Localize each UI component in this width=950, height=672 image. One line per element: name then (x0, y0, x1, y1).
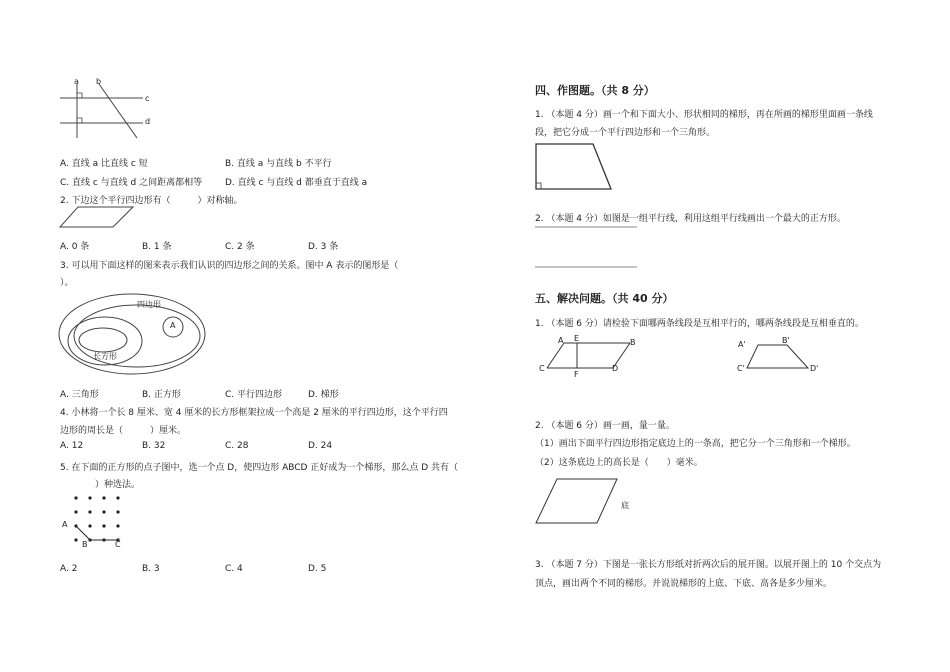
q2-option-c[interactable]: C. 2 条 (225, 242, 255, 252)
q1-lines-figure (55, 76, 155, 146)
fig1-label-a: A (558, 336, 564, 345)
s4-trapezoid-figure (535, 143, 615, 193)
q1-option-a[interactable]: A. 直线 a 比直线 c 短 (60, 159, 148, 169)
s5-q2-sub2: （2）这条底边上的高长是（ ）毫米。 (535, 458, 703, 468)
q3-text-line1: 3. 可以用下面这样的图来表示我们认识的四边形之间的关系。图中 A 表示的图形是（ (60, 261, 399, 271)
s4-q2-text: 2. （本题 4 分）如图是一组平行线，利用这组平行线画出一个最大的正方形。 (535, 214, 846, 224)
q4-text-line2: 边形的周长是（ ）厘米。 (60, 426, 187, 436)
s5-q3-line1: 3. （本题 7 分）下图是一张长方形纸对折两次后的展开图。以展开图上的 10 个交点为 (535, 560, 882, 570)
q3-option-d[interactable]: D. 梯形 (308, 390, 339, 400)
q3-venn-figure (55, 290, 215, 380)
q5-dot-grid-figure (60, 490, 140, 555)
fig1-label-d: D (612, 364, 619, 373)
q3-text-line2: ）。 (60, 278, 74, 288)
q4-option-d[interactable]: D. 24 (308, 441, 333, 451)
section4-title: 四、作图题。（共 8 分） (535, 84, 655, 97)
base-label: 底 (621, 501, 629, 510)
q3-option-b[interactable]: B. 正方形 (142, 390, 181, 400)
dot-label-b: B (82, 540, 88, 549)
q1-option-b[interactable]: B. 直线 a 与直线 b 不平行 (225, 159, 332, 169)
q3-option-a[interactable]: A. 三角形 (60, 390, 99, 400)
s5-q2-parallelogram-figure (535, 478, 625, 526)
fig1-label-e: E (574, 334, 580, 343)
q4-option-c[interactable]: C. 28 (225, 441, 249, 451)
q3-option-c[interactable]: C. 平行四边形 (225, 390, 283, 400)
q1-option-c[interactable]: C. 直线 c 与直线 d 之间距离都相等 (60, 178, 203, 188)
dot-label-a: A (62, 520, 68, 529)
q5-option-a[interactable]: A. 2 (60, 564, 78, 574)
s5-q2-text: 2. （本题 6 分）画一画，量一量。 (535, 421, 675, 431)
dot-label-c: C (115, 540, 121, 549)
q4-option-b[interactable]: B. 32 (142, 441, 166, 451)
fig1-label-c: C (539, 364, 545, 373)
line-label-b: b (96, 77, 102, 86)
line-label-c: c (145, 94, 150, 103)
s4-parallel-lines-figure (535, 225, 640, 270)
s5-q1-figure-left (540, 335, 640, 380)
line-label-a: a (74, 77, 79, 86)
s5-q2-sub1: （1）画出下面平行四边形指定底边上的一条高，把它分一个三角形和一个梯形。 (535, 439, 856, 449)
q5-option-c[interactable]: C. 4 (225, 564, 243, 574)
s4-q1-line1: 1. （本题 4 分）画一个和下面大小、形状相同的梯形，再在所画的梯形里面画一条线 (535, 110, 873, 120)
fig2-label-b: B' (782, 336, 790, 345)
venn-label-a: A (170, 321, 176, 330)
q2-option-d[interactable]: D. 3 条 (308, 242, 339, 252)
q2-text: 2. 下边这个平行四边形有（ ）对称轴。 (60, 196, 243, 206)
fig1-label-b: B (630, 338, 636, 347)
venn-label-quadrilateral: 四边形 (137, 300, 161, 309)
q1-option-d[interactable]: D. 直线 c 与直线 d 都垂直于直线 a (225, 178, 368, 188)
s5-q3-line2: 顶点，画出两个不同的梯形。并说说梯形的上底、下底、高各是多少厘米。 (535, 579, 833, 589)
q2-parallelogram-figure (58, 205, 138, 230)
s5-q1-text: 1. （本题 6 分）请检验下面哪两条线段是互相平行的，哪两条线段是互相垂直的。 (535, 319, 864, 329)
fig1-label-f: F (574, 370, 579, 379)
q5-text-line2: ）种选法。 (95, 480, 141, 490)
venn-label-rectangle: 长方形 (93, 352, 117, 361)
q4-option-a[interactable]: A. 12 (60, 441, 84, 451)
fig2-label-c: C' (737, 364, 745, 373)
s4-q1-line2: 段，把它分成一个平行四边形和一个三角形。 (535, 128, 716, 138)
section5-title: 五、解决问题。（共 40 分） (535, 292, 674, 305)
q2-option-b[interactable]: B. 1 条 (142, 242, 172, 252)
q4-text-line1: 4. 小林将一个长 8 厘米、宽 4 厘米的长方形框架拉成一个高是 2 厘米的平行四边形，这个平行四 (60, 408, 448, 418)
line-label-d: d (145, 117, 151, 126)
q5-option-d[interactable]: D. 5 (308, 564, 327, 574)
q5-text-line1: 5. 在下面的正方形的点子图中，选一个点 D，使四边形 ABCD 正好成为一个梯形，那么点 D 共有（ (60, 463, 459, 473)
q2-option-a[interactable]: A. 0 条 (60, 242, 90, 252)
fig2-label-d: D' (810, 364, 819, 373)
q5-option-b[interactable]: B. 3 (142, 564, 160, 574)
fig2-label-a: A' (738, 340, 746, 349)
